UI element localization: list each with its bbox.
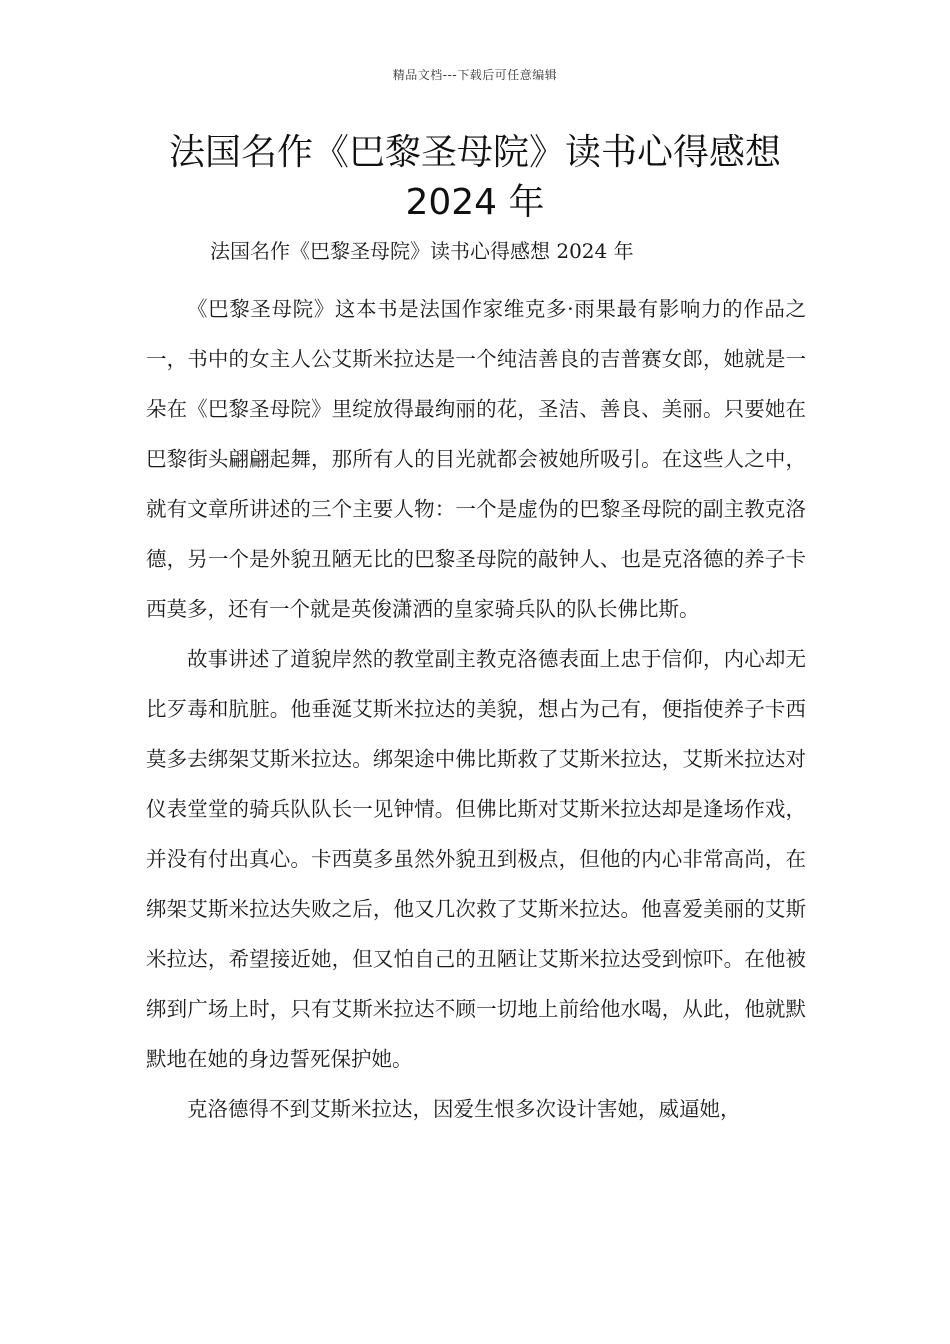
paragraph: 《巴黎圣母院》这本书是法国作家维克多·雨果最有影响力的作品之一，书中的女主人公艾斯米拉达是一个纯洁善良的吉普赛女郎，她就是一朵在《巴黎圣母院》里绽放得最绚丽的花，圣洁、善良、美丽。只要她在巴黎街头翩翩起舞，那所有人的目光就都会被她所吸引。在这些人之中，就有文章所讲述的三个主要人物：一个是虚伪的巴黎圣母院的副主教克洛德，另一个是外貌丑陋无比的巴黎圣母院的敲钟人、也是克洛德的养子卡西莫多，还有一个就是英俊潇洒的皇家骑兵队的队长佛比斯。	[146, 297, 806, 621]
header-note: 精品文档---下载后可任意编辑	[392, 68, 558, 82]
document-body	[146, 284, 806, 1134]
paragraph: 克洛德得不到艾斯米拉达，因爱生恨多次设计害她，威逼她，	[187, 1097, 741, 1121]
paragraph: 故事讲述了道貌岸然的教堂副主教克洛德表面上忠于信仰，内心却无比歹毒和肮脏。他垂涎艾斯米拉达的美貌，想占为己有，便指使养子卡西莫多去绑架艾斯米拉达。绑架途中佛比斯救了艾斯米拉达，艾斯米拉达对仪表堂堂的骑兵队队长一见钟情。但佛比斯对艾斯米拉达却是逢场作戏，并没有付出真心。卡西莫多虽然外貌丑到极点，但他的内心非常高尚，在绑架艾斯米拉达失败之后，他又几次救了艾斯米拉达。他喜爱美丽的艾斯米拉达，希望接近她，但又怕自己的丑陋让艾斯米拉达受到惊吓。在他被绑到广场上时，只有艾斯米拉达不顾一切地上前给他水喝，从此，他就默默地在她的身边誓死保护她。	[146, 647, 806, 1071]
document-subtitle: 法国名作《巴黎圣母院》读书心得感想 2024 年	[210, 239, 634, 263]
document-title: 法国名作《巴黎圣母院》读书心得感想 2024 年	[168, 132, 781, 223]
